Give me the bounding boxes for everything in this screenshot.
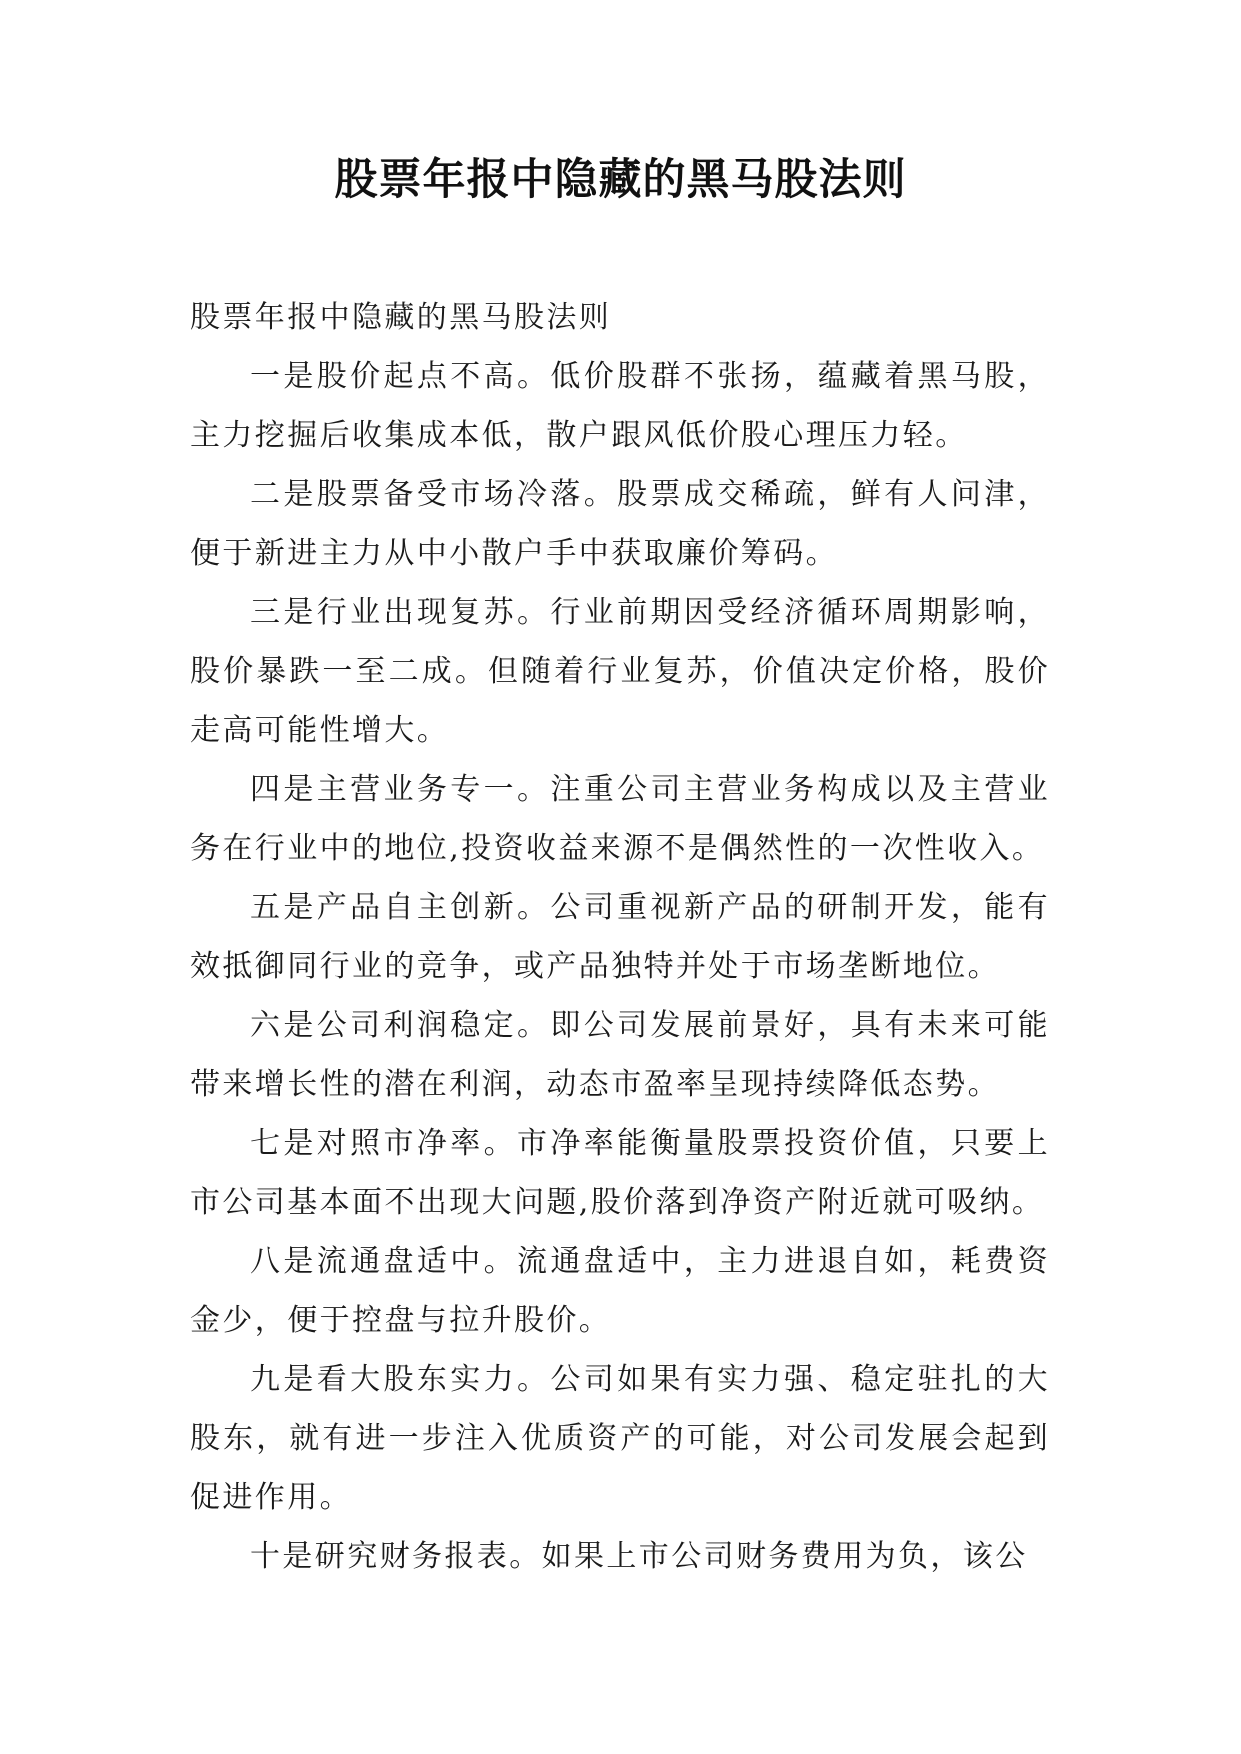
- paragraph-rule-8: 八是流通盘适中。流通盘适中，主力进退自如，耗费资金少，便于控盘与拉升股价。: [190, 1244, 1050, 1338]
- paragraph-rule-9: 九是看大股东实力。公司如果有实力强、稳定驻扎的大股东，就有进一步注入优质资产的可能，对公司发展会起到促进作用。: [190, 1362, 1050, 1515]
- paragraph-rule-10: 十是研究财务报表。如果上市公司财务费用为负，该公: [250, 1539, 1028, 1574]
- paragraph-rule-6: 六是公司利润稳定。即公司发展前景好，具有未来可能带来增长性的潜在利润，动态市盈率呈现持续降低态势。: [190, 1008, 1050, 1102]
- paragraph-rule-3: 三是行业出现复苏。行业前期因受经济循环周期影响，股价暴跌一至二成。但随着行业复苏，价值决定价格，股价走高可能性增大。: [190, 595, 1050, 748]
- paragraph-rule-5: 五是产品自主创新。公司重视新产品的研制开发，能有效抵御同行业的竞争，或产品独特并处于市场垄断地位。: [190, 890, 1050, 984]
- paragraph-rule-1: 一是股价起点不高。低价股群不张扬，蕴藏着黑马股，主力挖掘后收集成本低，散户跟风低价股心理压力轻。: [190, 359, 1050, 453]
- document-body: [190, 288, 1050, 1586]
- intro-line: 股票年报中隐藏的黑马股法则: [190, 300, 612, 335]
- paragraph-rule-2: 二是股票备受市场冷落。股票成交稀疏，鲜有人问津，便于新进主力从中小散户手中获取廉价筹码。: [190, 477, 1050, 571]
- paragraph-rule-7: 七是对照市净率。市净率能衡量股票投资价值，只要上市公司基本面不出现大问题,股价落到净资产附近就可吸纳。: [190, 1126, 1050, 1220]
- document-title: 股票年报中隐藏的黑马股法则: [334, 155, 907, 205]
- paragraph-rule-4: 四是主营业务专一。注重公司主营业务构成以及主营业务在行业中的地位,投资收益来源不是偶然性的一次性收入。: [190, 772, 1050, 866]
